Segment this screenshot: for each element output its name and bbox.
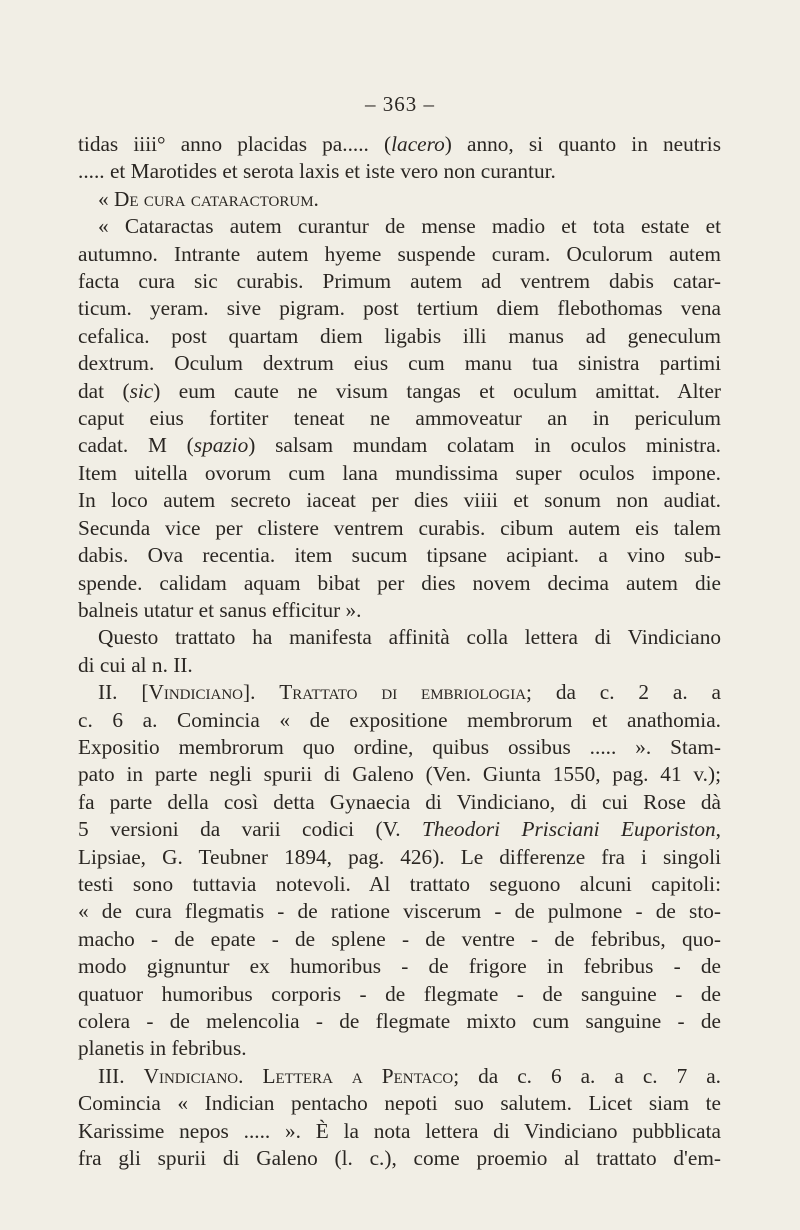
text-line: ticum. yeram. sive pigram. post tertium diem flebothomas vena xyxy=(78,296,721,321)
entry-heading-ii: II. [Vindiciano]. Trattato di embriologia; da c. 2 a. a xyxy=(98,680,722,705)
text-line: modo gignuntur ex humoribus - de frigore in febribus - de xyxy=(78,954,721,979)
text-line: colera - de melencolia - de flegmate mixto cum sanguine - de xyxy=(78,1009,721,1033)
text-line: dat (sic) eum caute ne visum tangas et oculum amittat. Alter xyxy=(78,378,721,403)
text-line: testi sono tuttavia notevoli. Al trattato seguono alcuni capitoli: xyxy=(78,871,721,896)
page-number: – 363 – xyxy=(365,92,435,116)
text-line: 5 versioni da varii codici (V. Theodori Prisciani Euporiston, xyxy=(78,817,721,842)
section-heading: « De cura cataractorum. xyxy=(98,186,319,211)
text-line: dabis. Ova recentia. item sucum tipsane acipiant. a vino sub- xyxy=(78,543,721,568)
text-line: fa parte della così detta Gynaecia di Vindiciano, di cui Rose dà xyxy=(78,789,721,814)
text-line: In loco autem secreto iaceat per dies viiii et sonum non audiat. xyxy=(78,488,721,513)
text-line: « Cataractas autem curantur de mense madio et tota estate et xyxy=(98,214,721,239)
text-line: fra gli spurii di Galeno (l. c.), come proemio al trattato d'em- xyxy=(78,1146,721,1171)
text-line: Secunda vice per clistere ventrem curabis. cibum autem eis talem xyxy=(78,515,721,540)
body-text xyxy=(78,131,721,1172)
text-line: cadat. M (spazio) salsam mundam colatam in oculos ministra. xyxy=(78,433,721,458)
text-line: balneis utatur et sanus efficitur ». xyxy=(78,597,362,622)
text-line: quatuor humoribus corporis - de flegmate - de sanguine - de xyxy=(78,981,721,1006)
text-line: cefalica. post quartam diem ligabis illi manus ad geneculum xyxy=(78,323,721,348)
text-line: macho - de epate - de splene - de ventre - de febribus, quo- xyxy=(78,926,721,951)
text-line: pato in parte negli spurii di Galeno (Ven. Giunta 1550, pag. 41 v.); xyxy=(78,762,721,787)
text-line: caput eius fortiter teneat ne ammoveatur an in periculum xyxy=(78,406,721,431)
text-line: Karissime nepos ..... ». È la nota lettera di Vindiciano pubblicata xyxy=(78,1118,721,1143)
text-line: spende. calidam aquam bibat per dies novem decima autem die xyxy=(78,570,721,595)
text-line: c. 6 a. Comincia « de expositione membrorum et anathomia. xyxy=(78,707,721,732)
text-line: ..... et Marotides et serota laxis et iste vero non curantur. xyxy=(78,159,556,184)
text-line: « de cura flegmatis - de ratione viscerum - de pulmone - de sto- xyxy=(78,899,721,924)
text-line: planetis in febribus. xyxy=(78,1036,247,1061)
entry-heading-iii: III. Vindiciano. Lettera a Pentaco; da c. 6 a. a c. 7 a. xyxy=(98,1063,721,1088)
text-line: autumno. Intrante autem hyeme suspende curam. Oculorum autem xyxy=(78,241,721,266)
text-line: Item uitella ovorum cum lana mundissima super oculos impone. xyxy=(78,460,721,485)
text-line: Expositio membrorum quo ordine, quibus ossibus ..... ». Stam- xyxy=(78,734,721,759)
text-line: di cui al n. II. xyxy=(78,652,193,677)
text-line: Lipsiae, G. Teubner 1894, pag. 426). Le differenze fra i singoli xyxy=(78,844,721,869)
text-line: dextrum. Oculum dextrum eius cum manu tua sinistra partimi xyxy=(78,351,721,376)
text-line: Comincia « Indician pentacho nepoti suo salutem. Licet siam te xyxy=(78,1091,721,1116)
text-line: Questo trattato ha manifesta affinità colla lettera di Vindiciano xyxy=(98,625,721,650)
text-line: facta cura sic curabis. Primum autem ad ventrem dabis catar- xyxy=(78,269,721,294)
text-line: tidas iiii° anno placidas pa..... (lacero) anno, si quanto in neutris xyxy=(78,132,721,156)
